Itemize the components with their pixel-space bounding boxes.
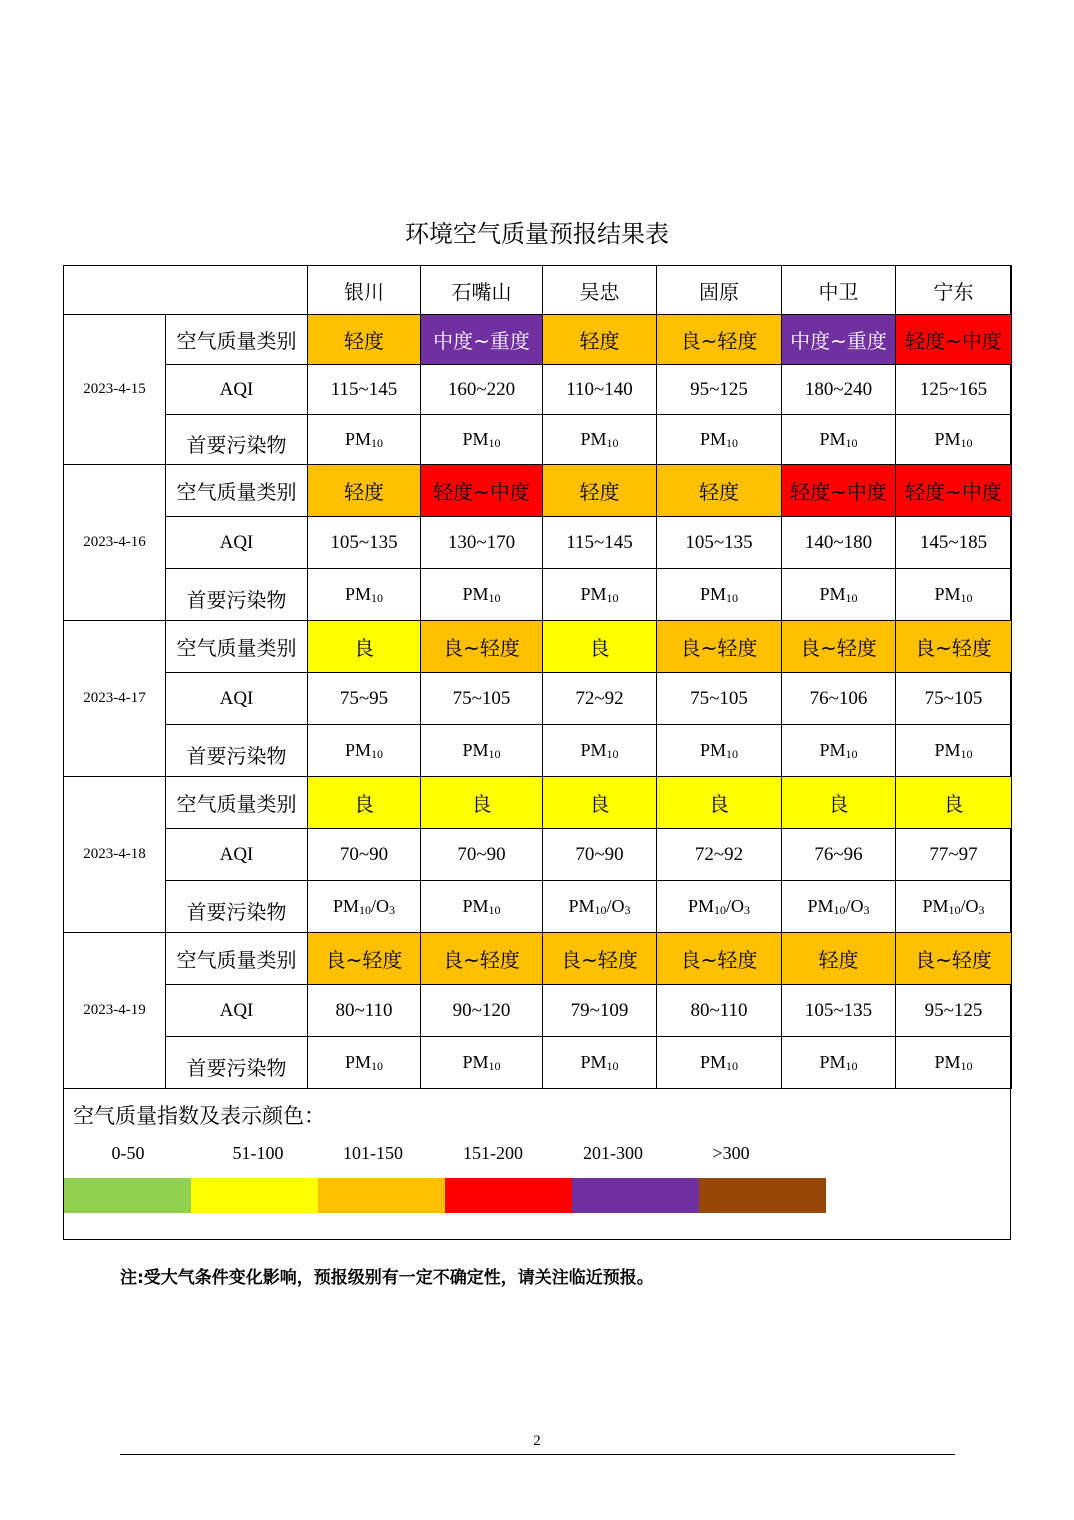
aqi-cell: 105~135 <box>657 517 782 569</box>
table-row <box>64 725 1012 777</box>
category-cell: 良~轻度 <box>896 621 1012 673</box>
pollutant-subscript: 10 <box>371 1059 383 1073</box>
pollutant-name: PM <box>699 429 726 449</box>
city-header: 银川 <box>308 266 421 315</box>
pollutant-subscript: 10 <box>726 747 738 761</box>
category-cell: 良~轻度 <box>308 933 421 985</box>
pollutant-cell <box>896 1037 1012 1089</box>
pollutant-secondary: /O <box>371 896 389 916</box>
pollutant-cell <box>308 1037 421 1089</box>
pollutant-subscript: 10 <box>371 591 383 605</box>
pollutant-subscript: 10 <box>833 903 846 917</box>
pollutant-name: PM <box>344 429 371 449</box>
pollutant-cell <box>657 569 782 621</box>
table-row <box>64 415 1012 465</box>
table-row <box>64 621 1012 673</box>
category-cell: 良~轻度 <box>782 621 896 673</box>
pollutant-subscript: 10 <box>845 1059 858 1073</box>
aqi-cell: 72~92 <box>657 829 782 881</box>
table-row <box>64 465 1012 517</box>
category-cell: 良 <box>308 777 421 829</box>
pollutant-cell <box>308 881 421 933</box>
pollutant-name: PM <box>819 740 846 760</box>
city-header: 宁东 <box>896 266 1012 315</box>
row-label-category: 空气质量类别 <box>166 933 308 985</box>
aqi-cell: 75~105 <box>421 673 543 725</box>
pollutant-name: PM <box>580 584 607 604</box>
pollutant-name: PM <box>819 1052 846 1072</box>
pollutant-cell <box>896 881 1012 933</box>
pollutant-cell <box>657 725 782 777</box>
pollutant-subscript-2: 3 <box>863 903 870 917</box>
pollutant-subscript-2: 3 <box>744 903 750 917</box>
pollutant-subscript: 10 <box>845 591 858 605</box>
table-row <box>64 365 1012 415</box>
page-number: 2 <box>533 1433 541 1449</box>
aqi-cell: 145~185 <box>896 517 1012 569</box>
pollutant-subscript: 10 <box>488 591 501 605</box>
pollutant-name: PM <box>462 1052 489 1072</box>
city-header: 石嘴山 <box>421 266 543 315</box>
pollutant-cell <box>782 569 896 621</box>
aqi-cell: 77~97 <box>896 829 1012 881</box>
pollutant-name: PM <box>462 896 489 916</box>
pollutant-name: PM <box>934 1052 961 1072</box>
aqi-cell: 72~92 <box>543 673 657 725</box>
aqi-cell: 75~105 <box>657 673 782 725</box>
category-cell: 良 <box>657 777 782 829</box>
city-header: 吴忠 <box>543 266 657 315</box>
legend-range-label: 151-200 <box>463 1143 523 1163</box>
pollutant-subscript: 10 <box>726 1059 738 1073</box>
pollutant-secondary: /O <box>845 896 864 916</box>
row-label-category: 空气质量类别 <box>166 621 308 673</box>
corner-cell <box>64 266 308 315</box>
aqi-cell: 70~90 <box>308 829 421 881</box>
row-label-category: 空气质量类别 <box>166 315 308 365</box>
row-label-pollutant: 首要污染物 <box>166 881 308 933</box>
pollutant-secondary: /O <box>606 896 625 916</box>
date-cell: 2023-4-19 <box>64 933 166 1089</box>
pollutant-name: PM <box>934 740 961 760</box>
category-cell: 良~轻度 <box>657 933 782 985</box>
aqi-cell: 105~135 <box>782 985 896 1037</box>
aqi-cell: 160~220 <box>421 365 543 415</box>
page-title: 环境空气质量预报结果表 <box>405 220 669 248</box>
category-cell: 良 <box>543 621 657 673</box>
row-label-pollutant: 首要污染物 <box>166 725 308 777</box>
date-cell: 2023-4-16 <box>64 465 166 621</box>
pollutant-cell <box>421 1037 543 1089</box>
pollutant-cell <box>543 881 657 933</box>
row-label-pollutant: 首要污染物 <box>166 569 308 621</box>
pollutant-name: PM <box>568 896 595 916</box>
legend-title: 空气质量指数及表示颜色： <box>73 1104 325 1128</box>
legend-color-swatch <box>64 1178 191 1213</box>
pollutant-subscript: 10 <box>960 436 973 450</box>
category-cell: 轻度 <box>308 315 421 365</box>
aqi-cell: 125~165 <box>896 365 1012 415</box>
legend-color-swatch <box>445 1178 572 1213</box>
row-label-aqi: AQI <box>166 517 308 569</box>
pollutant-subscript: 10 <box>960 591 973 605</box>
aqi-cell: 70~90 <box>421 829 543 881</box>
category-cell: 中度~重度 <box>782 315 896 365</box>
pollutant-subscript: 10 <box>714 903 726 917</box>
legend-color-swatch <box>699 1178 826 1213</box>
pollutant-name: PM <box>580 740 607 760</box>
aqi-cell: 90~120 <box>421 985 543 1037</box>
legend-range-label: >300 <box>712 1143 750 1163</box>
pollutant-name: PM <box>934 584 961 604</box>
pollutant-name: PM <box>332 896 359 916</box>
pollutant-subscript: 10 <box>606 747 619 761</box>
pollutant-name: PM <box>922 896 949 916</box>
pollutant-subscript: 10 <box>488 903 501 917</box>
pollutant-cell <box>782 725 896 777</box>
table-row <box>64 569 1012 621</box>
category-cell: 轻度 <box>543 465 657 517</box>
pollutant-subscript: 10 <box>845 436 858 450</box>
pollutant-cell <box>896 725 1012 777</box>
legend-range-label: 101-150 <box>343 1143 403 1163</box>
pollutant-name: PM <box>934 429 961 449</box>
table-row <box>64 933 1012 985</box>
date-cell: 2023-4-15 <box>64 315 166 465</box>
table-row <box>64 517 1012 569</box>
pollutant-subscript: 10 <box>726 591 738 605</box>
category-cell: 良 <box>308 621 421 673</box>
row-label-pollutant: 首要污染物 <box>166 415 308 465</box>
pollutant-subscript: 10 <box>488 747 501 761</box>
pollutant-cell <box>421 725 543 777</box>
category-cell: 轻度 <box>543 315 657 365</box>
aqi-cell: 75~105 <box>896 673 1012 725</box>
aqi-cell: 79~109 <box>543 985 657 1037</box>
category-cell: 良~轻度 <box>657 315 782 365</box>
pollutant-subscript: 10 <box>488 436 501 450</box>
row-label-aqi: AQI <box>166 985 308 1037</box>
pollutant-name: PM <box>344 1052 371 1072</box>
category-cell: 中度~重度 <box>421 315 543 365</box>
legend-color-swatch <box>191 1178 318 1213</box>
pollutant-cell <box>896 569 1012 621</box>
table-row <box>64 315 1012 365</box>
pollutant-secondary: /O <box>726 896 744 916</box>
pollutant-cell <box>308 725 421 777</box>
pollutant-cell <box>421 881 543 933</box>
pollutant-cell <box>657 415 782 465</box>
category-cell: 轻度~中度 <box>782 465 896 517</box>
table-row <box>64 777 1012 829</box>
category-cell: 良~轻度 <box>657 621 782 673</box>
category-cell: 良 <box>543 777 657 829</box>
aqi-cell: 70~90 <box>543 829 657 881</box>
pollutant-cell <box>782 1037 896 1089</box>
pollutant-subscript: 10 <box>606 1059 619 1073</box>
pollutant-subscript: 10 <box>359 903 371 917</box>
table-row <box>64 829 1012 881</box>
category-cell: 良 <box>421 777 543 829</box>
pollutant-subscript: 10 <box>594 903 607 917</box>
category-cell: 轻度 <box>657 465 782 517</box>
pollutant-secondary: /O <box>960 896 979 916</box>
pollutant-cell <box>421 569 543 621</box>
category-cell: 良 <box>896 777 1012 829</box>
date-cell: 2023-4-17 <box>64 621 166 777</box>
pollutant-cell <box>543 725 657 777</box>
pollutant-cell <box>308 569 421 621</box>
table-row <box>64 881 1012 933</box>
forecast-table <box>63 265 1012 1089</box>
row-label-category: 空气质量类别 <box>166 465 308 517</box>
category-cell: 轻度~中度 <box>896 315 1012 365</box>
pollutant-cell <box>543 569 657 621</box>
pollutant-cell <box>896 415 1012 465</box>
pollutant-subscript: 10 <box>726 436 738 450</box>
pollutant-name: PM <box>699 740 726 760</box>
aqi-cell: 80~110 <box>657 985 782 1037</box>
pollutant-name: PM <box>699 584 726 604</box>
pollutant-subscript-2: 3 <box>389 903 395 917</box>
pollutant-cell <box>543 1037 657 1089</box>
legend-color-swatch <box>572 1178 699 1213</box>
pollutant-cell <box>782 881 896 933</box>
date-cell: 2023-4-18 <box>64 777 166 933</box>
pollutant-subscript-2: 3 <box>978 903 985 917</box>
pollutant-subscript: 10 <box>960 747 973 761</box>
pollutant-cell <box>657 881 782 933</box>
disclaimer-note: 注:受大气条件变化影响，预报级别有一定不确定性，请关注临近预报。 <box>120 1268 654 1288</box>
pollutant-subscript: 10 <box>606 436 619 450</box>
category-cell: 良~轻度 <box>543 933 657 985</box>
row-label-aqi: AQI <box>166 673 308 725</box>
aqi-cell: 115~145 <box>308 365 421 415</box>
legend-range-label: 201-300 <box>583 1143 643 1163</box>
category-cell: 轻度 <box>782 933 896 985</box>
city-header: 固原 <box>657 266 782 315</box>
pollutant-name: PM <box>462 584 489 604</box>
aqi-cell: 115~145 <box>543 517 657 569</box>
legend-range-label: 51-100 <box>232 1143 284 1163</box>
aqi-cell: 130~170 <box>421 517 543 569</box>
table-row <box>64 985 1012 1037</box>
city-header: 中卫 <box>782 266 896 315</box>
pollutant-subscript: 10 <box>371 747 383 761</box>
footer-divider <box>120 1454 955 1455</box>
pollutant-cell <box>543 415 657 465</box>
pollutant-subscript: 10 <box>371 436 383 450</box>
category-cell: 良~轻度 <box>896 933 1012 985</box>
table-row <box>64 673 1012 725</box>
pollutant-name: PM <box>462 740 489 760</box>
pollutant-name: PM <box>580 1052 607 1072</box>
aqi-cell: 140~180 <box>782 517 896 569</box>
pollutant-subscript: 10 <box>948 903 961 917</box>
aqi-cell: 80~110 <box>308 985 421 1037</box>
category-cell: 轻度~中度 <box>421 465 543 517</box>
table-row <box>64 1037 1012 1089</box>
pollutant-name: PM <box>819 584 846 604</box>
aqi-cell: 95~125 <box>657 365 782 415</box>
pollutant-name: PM <box>687 896 714 916</box>
category-cell: 良 <box>782 777 896 829</box>
aqi-cell: 76~106 <box>782 673 896 725</box>
legend-range-label: 0-50 <box>111 1143 145 1163</box>
category-cell: 良~轻度 <box>421 933 543 985</box>
pollutant-cell <box>421 415 543 465</box>
pollutant-subscript: 10 <box>488 1059 501 1073</box>
category-cell: 轻度 <box>308 465 421 517</box>
row-label-aqi: AQI <box>166 365 308 415</box>
pollutant-subscript: 10 <box>606 591 619 605</box>
pollutant-cell <box>657 1037 782 1089</box>
category-cell: 良~轻度 <box>421 621 543 673</box>
pollutant-name: PM <box>699 1052 726 1072</box>
aqi-cell: 180~240 <box>782 365 896 415</box>
legend-color-swatch <box>318 1178 445 1213</box>
pollutant-name: PM <box>819 429 846 449</box>
row-label-pollutant: 首要污染物 <box>166 1037 308 1089</box>
aqi-cell: 76~96 <box>782 829 896 881</box>
pollutant-name: PM <box>344 584 371 604</box>
row-label-category: 空气质量类别 <box>166 777 308 829</box>
aqi-cell: 95~125 <box>896 985 1012 1037</box>
aqi-cell: 105~135 <box>308 517 421 569</box>
row-label-aqi: AQI <box>166 829 308 881</box>
pollutant-cell <box>308 415 421 465</box>
aqi-cell: 75~95 <box>308 673 421 725</box>
pollutant-cell <box>782 415 896 465</box>
pollutant-name: PM <box>807 896 834 916</box>
pollutant-name: PM <box>580 429 607 449</box>
pollutant-name: PM <box>462 429 489 449</box>
pollutant-subscript-2: 3 <box>624 903 631 917</box>
pollutant-name: PM <box>344 740 371 760</box>
aqi-cell: 110~140 <box>543 365 657 415</box>
category-cell: 轻度~中度 <box>896 465 1012 517</box>
pollutant-subscript: 10 <box>845 747 858 761</box>
pollutant-subscript: 10 <box>960 1059 973 1073</box>
